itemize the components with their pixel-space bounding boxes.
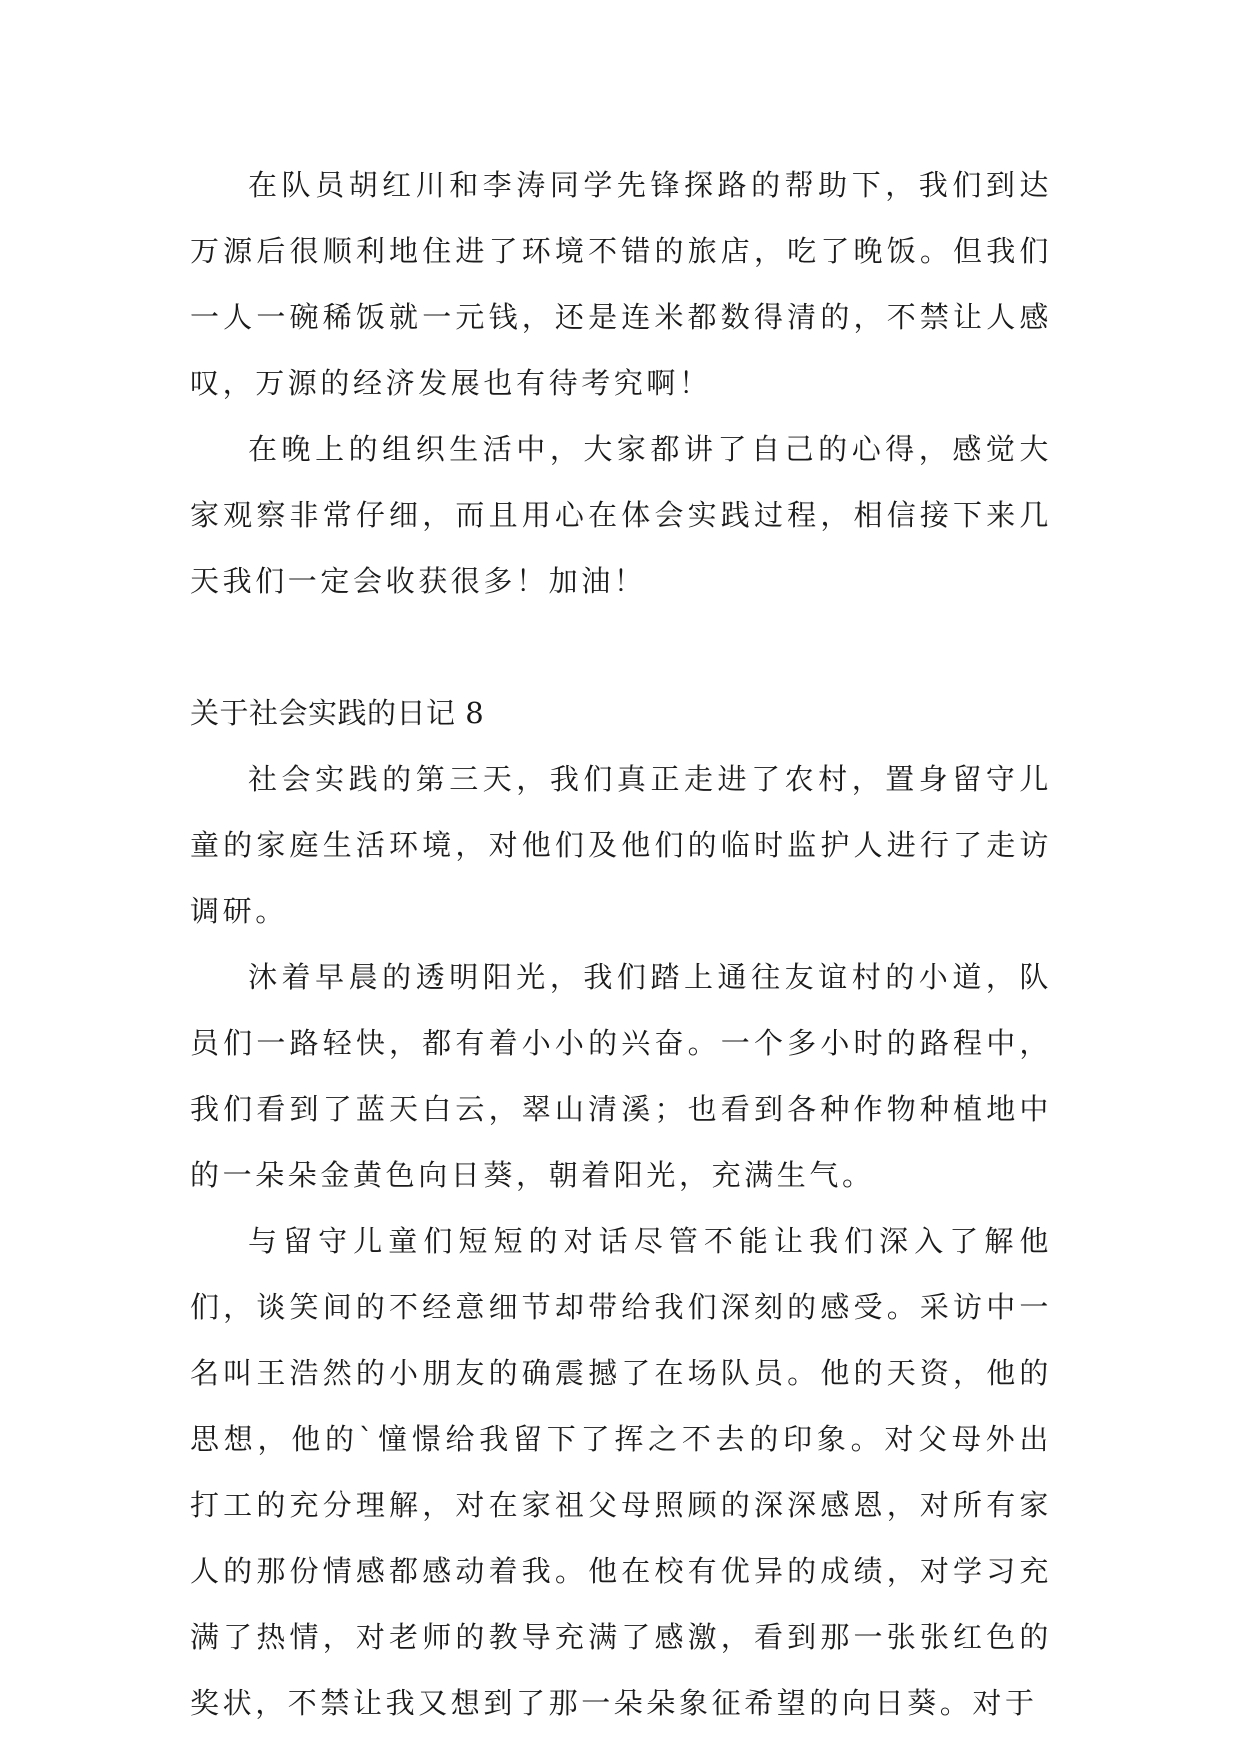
paragraph: 社会实践的第三天，我们真正走进了农村，置身留守儿童的家庭生活环境，对他们及他们的临时监护人进行了走访调研。 <box>190 762 1052 928</box>
paragraph: 与留守儿童们短短的对话尽管不能让我们深入了解他们，谈笑间的不经意细节却带给我们深刻的感受。采访中一名叫王浩然的小朋友的确震撼了在场队员。他的天资，他的思想，他的`憧憬给我留下了挥之不去的印象。对父母外出打工的充分理解，对在家祖父母照顾的深深感恩，对所有家人的那份情感都感动着我。他在校有优异的成绩，对学习充满了热情，对老师的教导充满了感激，看到那一张张红色的奖状，不禁让我又想到了那一朵朵象征希望的向日葵。对于 <box>190 1224 1052 1720</box>
paragraph: 在晚上的组织生活中，大家都讲了自己的心得，感觉大家观察非常仔细，而且用心在体会实践过程，相信接下来几天我们一定会收获很多！加油！ <box>190 432 1052 598</box>
section-title: 关于社会实践的日记 8 <box>190 696 485 730</box>
paragraph: 在队员胡红川和李涛同学先锋探路的帮助下，我们到达万源后很顺利地住进了环境不错的旅店，吃了晚饭。但我们一人一碗稀饭就一元钱，还是连米都数得清的，不禁让人感叹，万源的经济发展也有待考究啊！ <box>190 168 1052 400</box>
document-body <box>190 152 1052 1736</box>
paragraph: 沐着早晨的透明阳光，我们踏上通往友谊村的小道，队员们一路轻快，都有着小小的兴奋。一个多小时的路程中，我们看到了蓝天白云，翠山清溪；也看到各种作物种植地中的一朵朵金黄色向日葵，朝着阳光，充满生气。 <box>190 960 1052 1192</box>
